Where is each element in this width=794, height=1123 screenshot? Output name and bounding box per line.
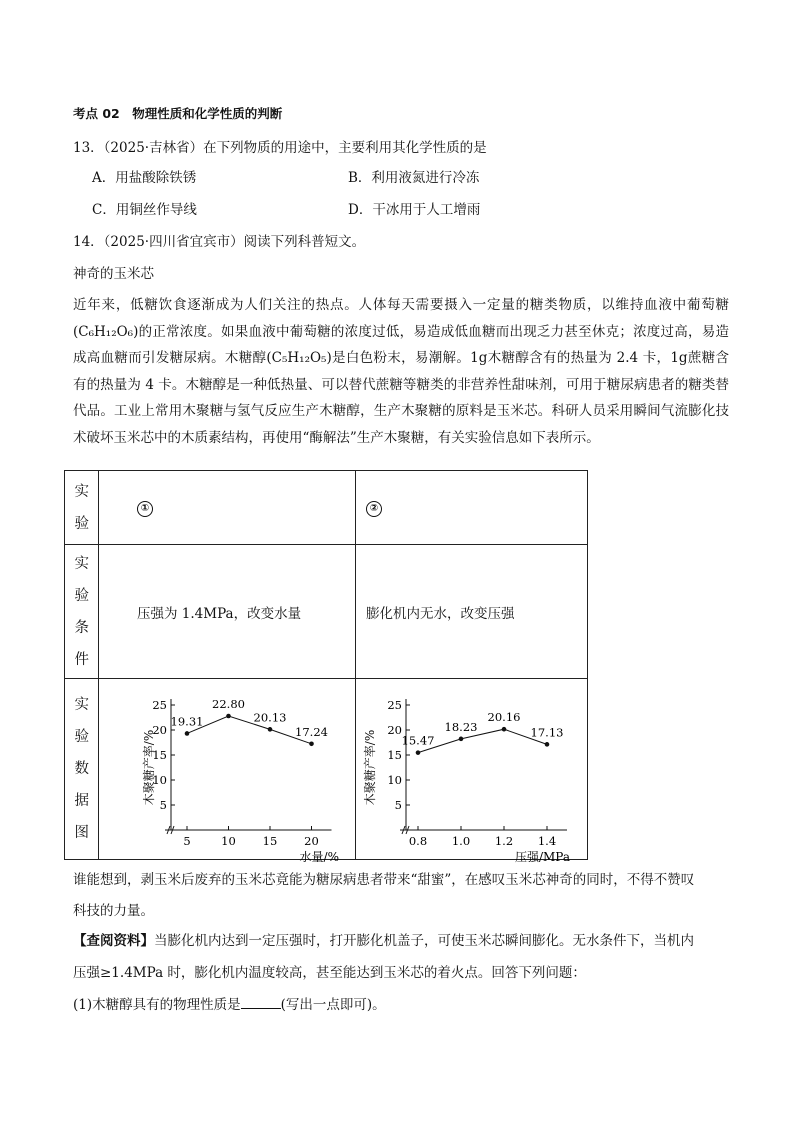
article-title: 神奇的玉米芯 — [73, 266, 154, 282]
exp2-mark: ② — [366, 501, 382, 517]
data-point — [502, 727, 507, 732]
after-text-1: 谁能想到，剥玉米后废弃的玉米芯竟能为糖尿病患者带来“甜蜜”，在感叹玉米芯神奇的同时，不得不赞叹 — [73, 872, 695, 888]
chart-pressure — [356, 679, 576, 864]
exp1-cell — [99, 471, 356, 545]
y-tick-label: 25 — [152, 698, 167, 712]
x-tick-label: 20 — [304, 834, 319, 848]
data-label: 20.13 — [253, 710, 287, 725]
q13-option-b: B．利用液氮进行冷冻 — [348, 170, 480, 186]
y-tick-label: 5 — [159, 798, 167, 812]
x-tick-label: 0.8 — [408, 834, 428, 848]
y-tick-label: 25 — [387, 698, 402, 712]
exp1-mark: ① — [137, 501, 153, 517]
y-tick-label: 10 — [387, 773, 402, 787]
q13-option-d: D．干冰用于人工增雨 — [348, 202, 481, 218]
y-tick-label: 5 — [394, 798, 402, 812]
y-tick-label: 20 — [152, 723, 167, 737]
y-tick-label: 20 — [387, 723, 402, 737]
q1-suffix: (写出一点即可)。 — [280, 997, 386, 1013]
q13-stem: 13．（2025·吉林省）在下列物质的用途中，主要利用其化学性质的是 — [73, 140, 487, 156]
question-1 — [73, 993, 386, 1013]
data-point — [268, 727, 273, 732]
data-point — [309, 742, 314, 747]
row-header-chart: 实验数据图 — [65, 679, 99, 860]
x-axis-label: 水量/% — [299, 850, 339, 864]
data-label: 20.16 — [487, 710, 521, 725]
q13-option-c: C．用铜丝作导线 — [92, 202, 197, 218]
x-tick-label: 10 — [221, 834, 236, 848]
section-title: 考点 02 物理性质和化学性质的判断 — [73, 106, 283, 121]
info-label: 【查阅资料】 — [73, 933, 154, 949]
y-axis-label: 木聚糖产率/% — [142, 729, 156, 806]
article-text: 近年来，低糖饮食逐渐成为人们关注的热点。人体每天需要摄入一定量的糖类物质，以维持血液中葡萄糖(C₆H₁₂O₆)的正常浓度。如果血液中葡萄糖的浓度过低，易造成低血糖而出现乏力甚至休克；浓度过高，易造成高血糖而引发糖尿病。木糖醇(C₅H₁₂O₅)是白色粉末，易潮解。1g木糖醇含有的热量为 2.4 卡，1g蔗糖含有的热量为 4 卡。木糖醇是一种低热量、可以替代蔗糖等糖类的非营养性甜味剂，可用于糖尿病患者的糖类替代品。工业上常用木聚糖与氢气反应生产木糖醇，生产木聚糖的原料是玉米芯。科研人员采用瞬间气流膨化技术破坏玉米芯中的木质素结构，再使用“酶解法”生产木聚糖，有关实验信息如下表所示。 — [73, 297, 729, 446]
info-text-1: 当膨化机内达到一定压强时，打开膨化机盖子，可使玉米芯瞬间膨化。无水条件下，当机内 — [154, 933, 694, 949]
exp2-cell — [356, 471, 588, 545]
answer-blank[interactable] — [241, 996, 281, 1009]
x-tick-label: 1.2 — [494, 834, 514, 848]
row-header-condition: 实验条件 — [65, 545, 99, 679]
data-point — [416, 750, 421, 755]
info-line-2: 压强≥1.4MPa 时，膨化机内温度较高，甚至能达到玉米芯的着火点。回答下列问题： — [73, 965, 586, 981]
x-tick-label: 1.4 — [537, 834, 557, 848]
data-label: 19.31 — [170, 714, 204, 729]
y-tick-label: 10 — [152, 773, 167, 787]
data-label: 22.80 — [212, 697, 245, 711]
x-tick-label: 1.0 — [451, 834, 471, 848]
data-point — [226, 714, 231, 719]
data-point — [185, 731, 190, 736]
data-label: 18.23 — [444, 719, 478, 734]
y-axis-label: 木聚糖产率/% — [363, 729, 377, 806]
x-tick-label: 5 — [183, 834, 191, 848]
data-point — [545, 742, 550, 747]
series-line — [418, 729, 547, 752]
q1-prefix: (1)木糖醇具有的物理性质是 — [73, 997, 241, 1013]
exp1-condition: 压强为 1.4MPa，改变水量 — [99, 545, 356, 679]
data-label: 17.24 — [295, 724, 328, 739]
data-label: 17.13 — [530, 725, 564, 740]
y-tick-label: 15 — [387, 748, 402, 762]
q13-option-a: A．用盐酸除铁锈 — [92, 170, 197, 186]
y-tick-label: 15 — [152, 748, 167, 762]
data-point — [459, 737, 464, 742]
data-label: 15.47 — [401, 733, 435, 748]
article-paragraph — [73, 292, 729, 451]
x-tick-label: 15 — [262, 834, 278, 848]
series-line — [187, 716, 312, 744]
experiment-table — [64, 470, 588, 864]
exp2-condition: 膨化机内无水，改变压强 — [356, 545, 588, 679]
exp1-chart-cell — [99, 679, 356, 864]
exp2-chart-cell — [356, 679, 588, 864]
x-axis-label: 压强/MPa — [514, 850, 570, 864]
q14-stem: 14．（2025·四川省宜宾市）阅读下列科普短文。 — [73, 234, 366, 250]
chart-water — [99, 679, 349, 864]
after-text-2: 科技的力量。 — [73, 903, 154, 919]
row-header-experiment: 实验 — [65, 471, 99, 545]
info-line-1 — [73, 929, 694, 949]
